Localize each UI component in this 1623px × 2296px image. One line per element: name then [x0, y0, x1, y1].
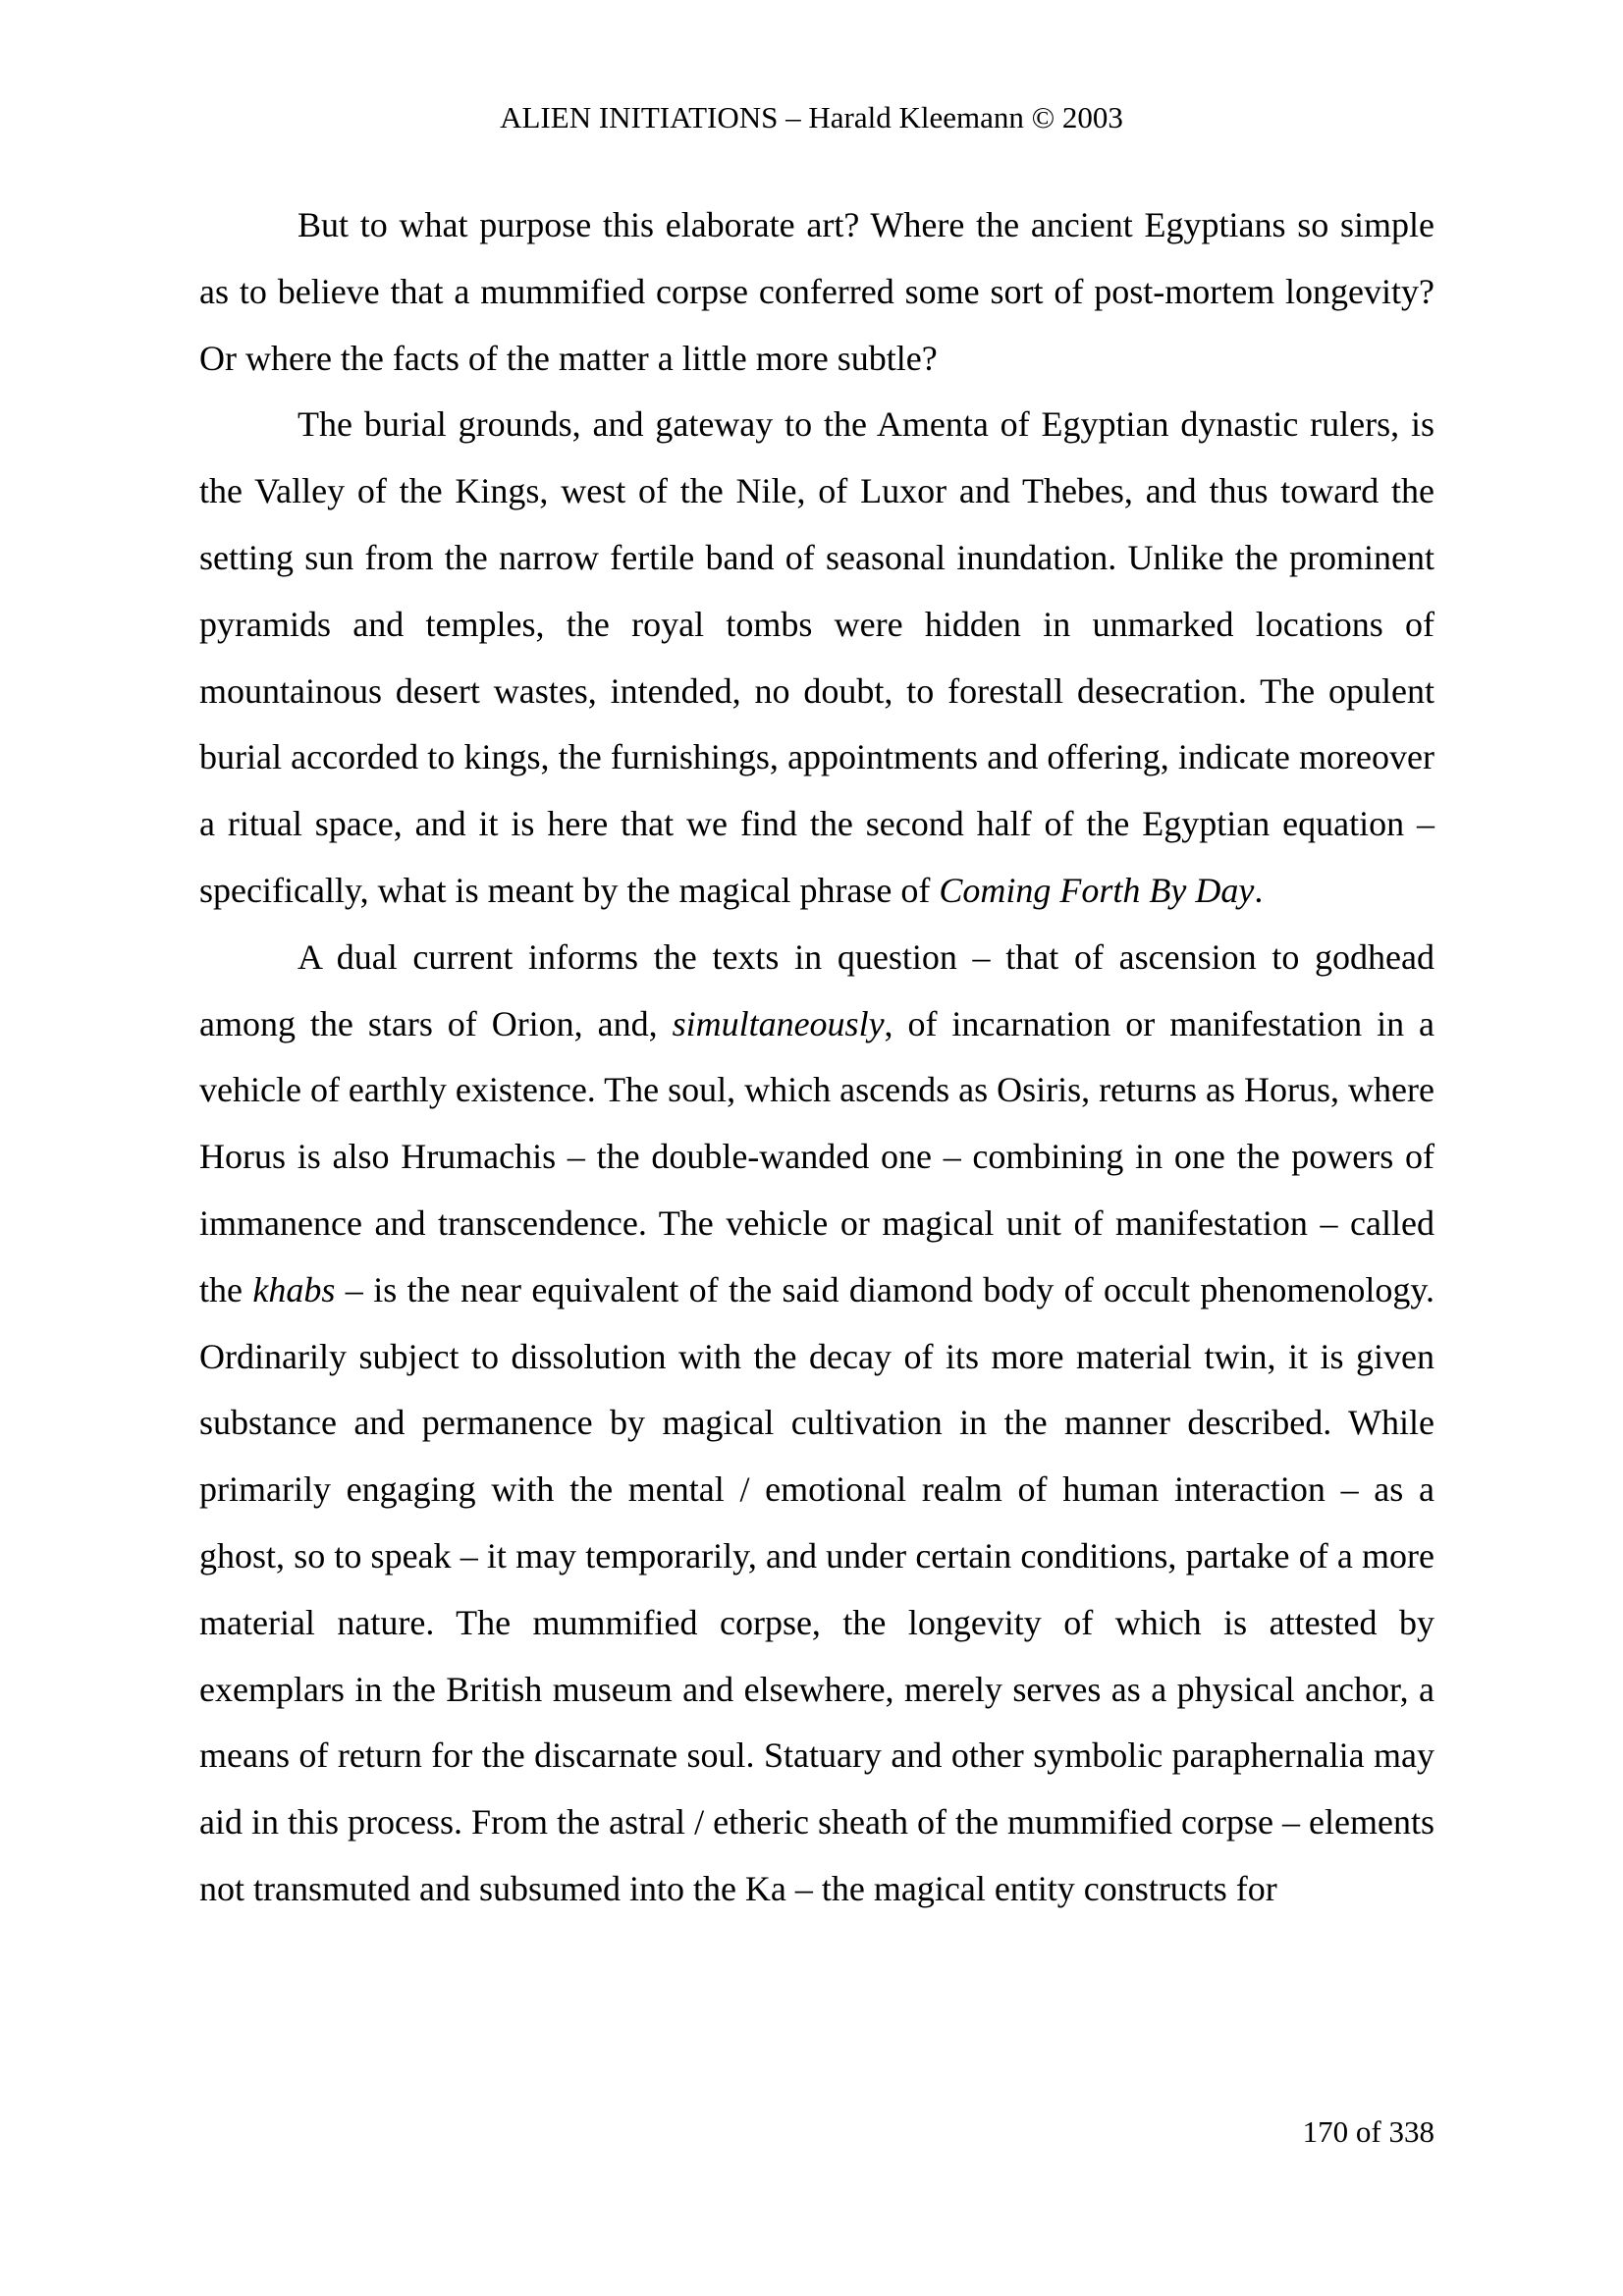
paragraph-3-italic-khabs: khabs: [252, 1269, 336, 1309]
running-header: ALIEN INITIATIONS – Harald Kleemann © 2003: [500, 100, 1123, 134]
page-number: 170 of 338: [1302, 2114, 1434, 2149]
paragraph-3-part-3: – is the near equivalent of the said diamond body of occult phenomenology. Ordinarily subject to dissolution with the decay of its more material twin, it is given substance and permanence by magical cultivation in the manner described. While primarily engaging with the mental / emotional realm of human interaction – as a ghost, so to speak – it may temporarily, and under certain conditions, partake of a more material nature. The mummified corpse, the longevity of which is attested by exemplars in the British museum and elsewhere, merely serves as a physical anchor, a means of return for the discarnate soul. Statuary and other symbolic paraphernalia may aid in this process. From the astral / etheric sheath of the mummified corpse – elements not transmuted and subsumed into the Ka – the magical entity constructs for: [199, 1269, 1434, 1908]
paragraph-2-text: The burial grounds, and gateway to the Amenta of Egyptian dynastic rulers, is the Valley of the Kings, west of the Nile, of Luxor and Thebes, and thus toward the setting sun from the narrow fertile band of seasonal inundation. Unlike the prominent pyramids and temples, the royal tombs were hidden in unmarked locations of mountainous desert wastes, intended, no doubt, to forestall desecration. The opulent burial accorded to kings, the furnishings, appointments and offering, indicate moreover a ritual space, and it is here that we find the second half of the Egyptian equation – specifically, what is meant by the magical phrase of: [199, 404, 1434, 910]
paragraph-2-end: .: [1254, 870, 1264, 910]
paragraph-1-text: But to what purpose this elaborate art? Where the ancient Egyptians so simple as to believe that a mummified corpse conferred some sort of post-mortem longevity? Or where the facts of the matter a little more subtle?: [199, 205, 1434, 378]
paragraph-3-italic-simultaneously: simultaneously: [672, 1003, 885, 1043]
paragraph-3-part-2: , of incarnation or manifestation in a vehicle of earthly existence. The soul, which ascends as Osiris, returns as Horus, where Horus is also Hrumachis – the double-wanded one – combining in one the powers of immanence and transcendence. The vehicle or magical unit of manifestation – called the: [199, 1003, 1435, 1309]
paragraph-2-italic-phrase: Coming Forth By Day: [939, 870, 1255, 910]
paragraph-2: [199, 392, 1434, 924]
paragraph-1: [199, 192, 1434, 392]
body-text: [199, 192, 1434, 1923]
paragraph-3: [199, 925, 1434, 1923]
paragraph-3-part-1: A dual current informs the texts in question – that of ascension to godhead among the stars of Orion, and,: [199, 936, 1434, 1043]
